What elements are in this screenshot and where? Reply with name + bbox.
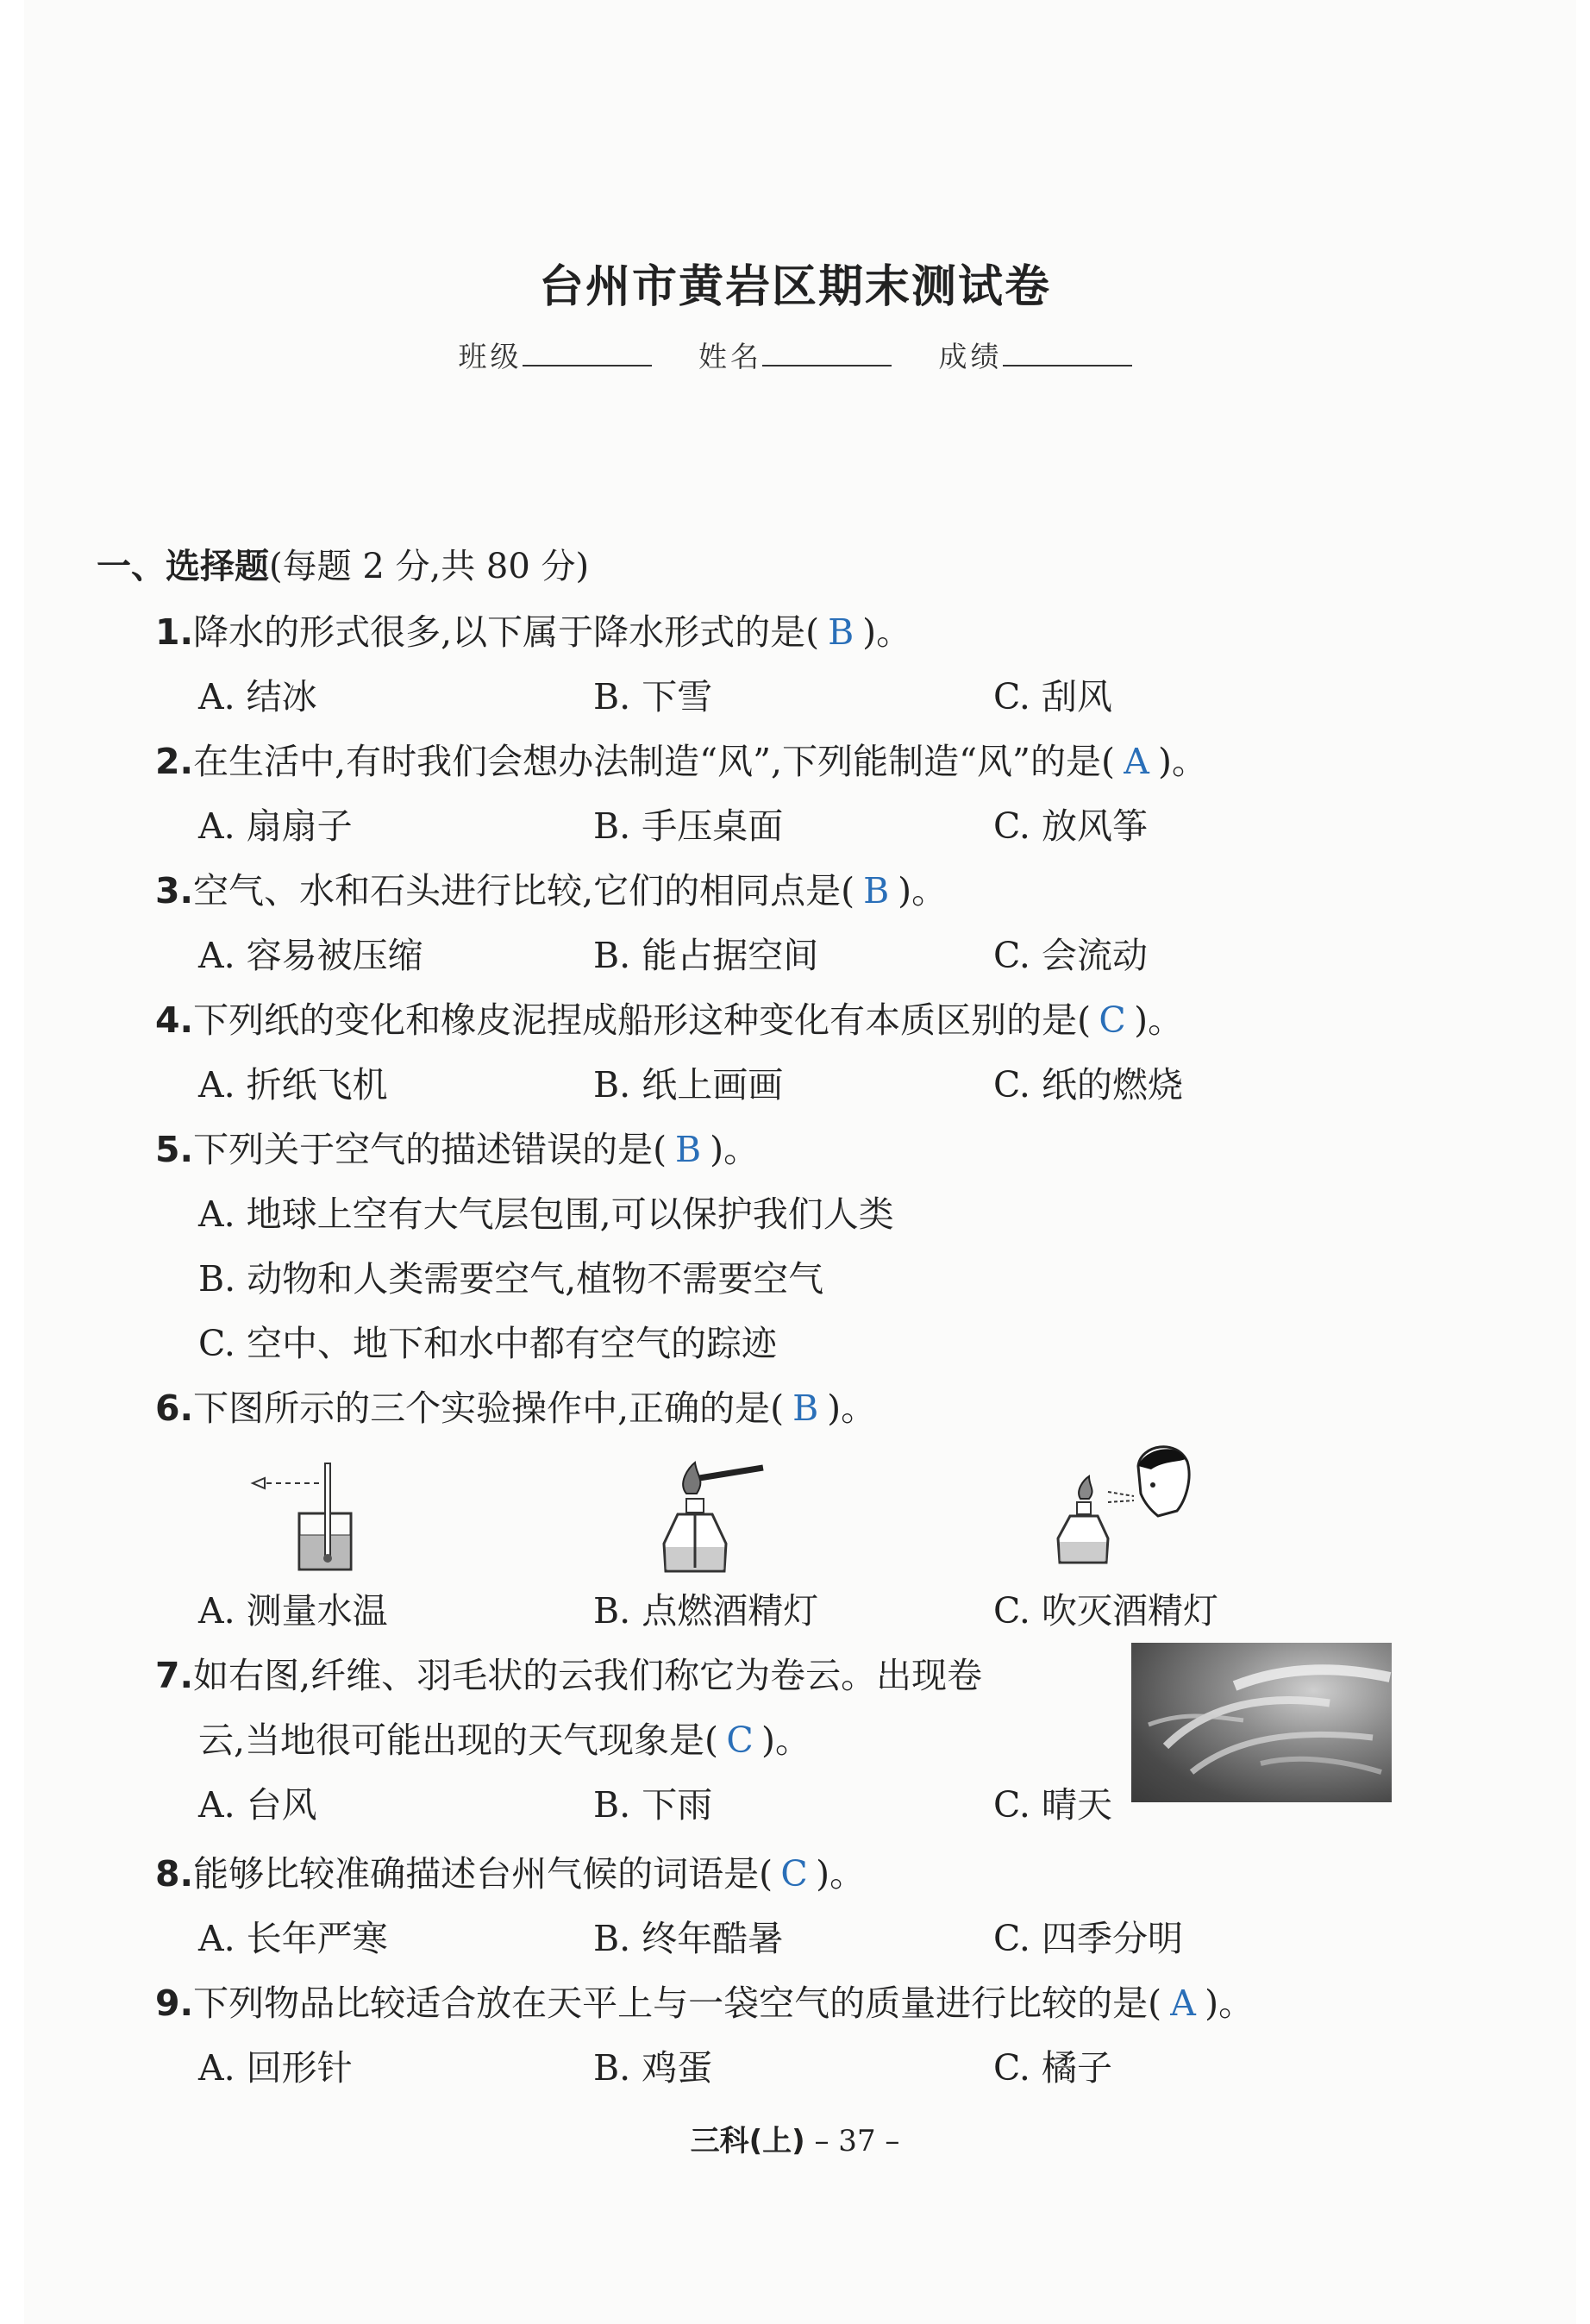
option-b: B. 终年酷暑 (593, 1918, 784, 1959)
question-text: 如右图,纤维、羽毛状的云我们称它为卷云。出现卷 (193, 1655, 983, 1696)
page-footer (0, 2117, 1590, 2159)
footer-subject: 三科(上) (690, 2124, 805, 2158)
question-end: )。 (816, 1853, 866, 1895)
option-a: A. 测量水温 (198, 1590, 388, 1632)
question-1 (155, 604, 911, 655)
question-end: )。 (710, 1129, 760, 1170)
option-a: A. 扇扇子 (198, 805, 353, 847)
question-text: 下图所示的三个实验操作中,正确的是( (193, 1388, 785, 1429)
question-end: )。 (1158, 741, 1208, 782)
score-blank[interactable] (1003, 339, 1132, 366)
option-b: B. 下雪 (593, 676, 713, 717)
option-c: C. 晴天 (993, 1784, 1112, 1826)
section-note: (每题 2 分,共 80 分) (269, 547, 590, 586)
score-label: 成绩 (938, 340, 1003, 373)
answer: A (1124, 741, 1149, 782)
page-title: 台州市黄岩区期末测试卷 (538, 261, 1051, 313)
option-a: A. 容易被压缩 (198, 935, 423, 976)
question-text: 能够比较准确描述台州气候的词语是( (193, 1853, 773, 1895)
option-c: C. 刮风 (993, 676, 1112, 717)
answer: B (675, 1129, 702, 1170)
question-end: )。 (1205, 1983, 1255, 2024)
question-9 (155, 1975, 1254, 2026)
question-8 (155, 1845, 865, 1896)
question-number: 8. (155, 1853, 194, 1895)
question-end: )。 (1134, 999, 1184, 1041)
question-7-line-2 (198, 1712, 811, 1763)
question-6 (155, 1380, 876, 1431)
question-text: 在生活中,有时我们会想办法制造“风”,下列能制造“风”的是( (193, 741, 1116, 782)
name-blank[interactable] (762, 339, 892, 366)
option-a: A. 结冰 (198, 676, 317, 717)
question-4 (155, 992, 1183, 1043)
class-blank[interactable] (523, 339, 652, 366)
question-text: 降水的形式很多,以下属于降水形式的是( (193, 611, 820, 653)
option-b: B. 纸上画画 (593, 1064, 784, 1106)
option-b: B. 鸡蛋 (593, 2047, 713, 2089)
question-number: 6. (155, 1388, 194, 1429)
class-label: 班级 (458, 340, 523, 373)
section-title: 一、选择题 (97, 547, 269, 586)
name-label: 姓名 (698, 340, 762, 373)
answer: B (828, 611, 854, 653)
student-info-line (0, 335, 1590, 375)
option-a: A. 折纸飞机 (198, 1064, 388, 1106)
answer: B (792, 1388, 819, 1429)
section-heading (97, 539, 589, 588)
option-b: B. 下雨 (593, 1784, 713, 1826)
question-number: 9. (155, 1983, 194, 2024)
option-c: C. 纸的燃烧 (993, 1064, 1183, 1106)
option-a: A. 回形针 (198, 2047, 353, 2089)
option-a: A. 台风 (198, 1784, 317, 1826)
page-number: – 37 – (814, 2124, 900, 2158)
question-number: 7. (155, 1655, 194, 1696)
answer: B (863, 870, 890, 911)
option-c: C. 四季分明 (993, 1918, 1183, 1959)
question-end: )。 (827, 1388, 877, 1429)
question-number: 2. (155, 741, 194, 782)
option-c: C. 空中、地下和水中都有空气的踪迹 (198, 1323, 777, 1364)
question-text: 下列纸的变化和橡皮泥捏成船形这种变化有本质区别的是( (193, 999, 1092, 1041)
option-b: B. 能占据空间 (593, 935, 819, 976)
option-b: B. 手压桌面 (593, 805, 784, 847)
question-number: 3. (155, 870, 194, 911)
question-3 (155, 862, 947, 913)
answer: C (726, 1720, 754, 1761)
option-c: C. 吹灭酒精灯 (993, 1590, 1218, 1632)
option-a: A. 长年严寒 (198, 1918, 388, 1959)
answer: A (1170, 1983, 1196, 2024)
question-text: 下列物品比较适合放在天平上与一袋空气的质量进行比较的是( (193, 1983, 1162, 2024)
option-c: C. 放风筝 (993, 805, 1148, 847)
question-end: )。 (862, 611, 912, 653)
cirrus-cloud-photo (1131, 1643, 1392, 1802)
question-text: 云,当地很可能出现的天气现象是( (198, 1720, 719, 1761)
answer: C (780, 1853, 808, 1895)
question-number: 1. (155, 611, 194, 653)
question-2 (155, 733, 1207, 784)
alcohol-lamp-lighting-figure (655, 1457, 776, 1582)
option-a: A. 地球上空有大气层包围,可以保护我们人类 (198, 1193, 894, 1235)
blowing-lamp-figure (1048, 1440, 1203, 1578)
question-5 (155, 1121, 759, 1172)
option-b: B. 点燃酒精灯 (593, 1590, 819, 1632)
option-c: C. 会流动 (993, 935, 1148, 976)
question-text: 下列关于空气的描述错误的是( (193, 1129, 667, 1170)
option-b: B. 动物和人类需要空气,植物不需要空气 (198, 1258, 824, 1300)
question-end: )。 (898, 870, 948, 911)
question-number: 5. (155, 1129, 194, 1170)
thermometer-beaker-figure (246, 1462, 366, 1578)
question-number: 4. (155, 999, 194, 1041)
question-text: 空气、水和石头进行比较,它们的相同点是( (193, 870, 855, 911)
question-7 (155, 1647, 982, 1698)
question-end: )。 (761, 1720, 811, 1761)
option-c: C. 橘子 (993, 2047, 1112, 2089)
answer: C (1099, 999, 1126, 1041)
